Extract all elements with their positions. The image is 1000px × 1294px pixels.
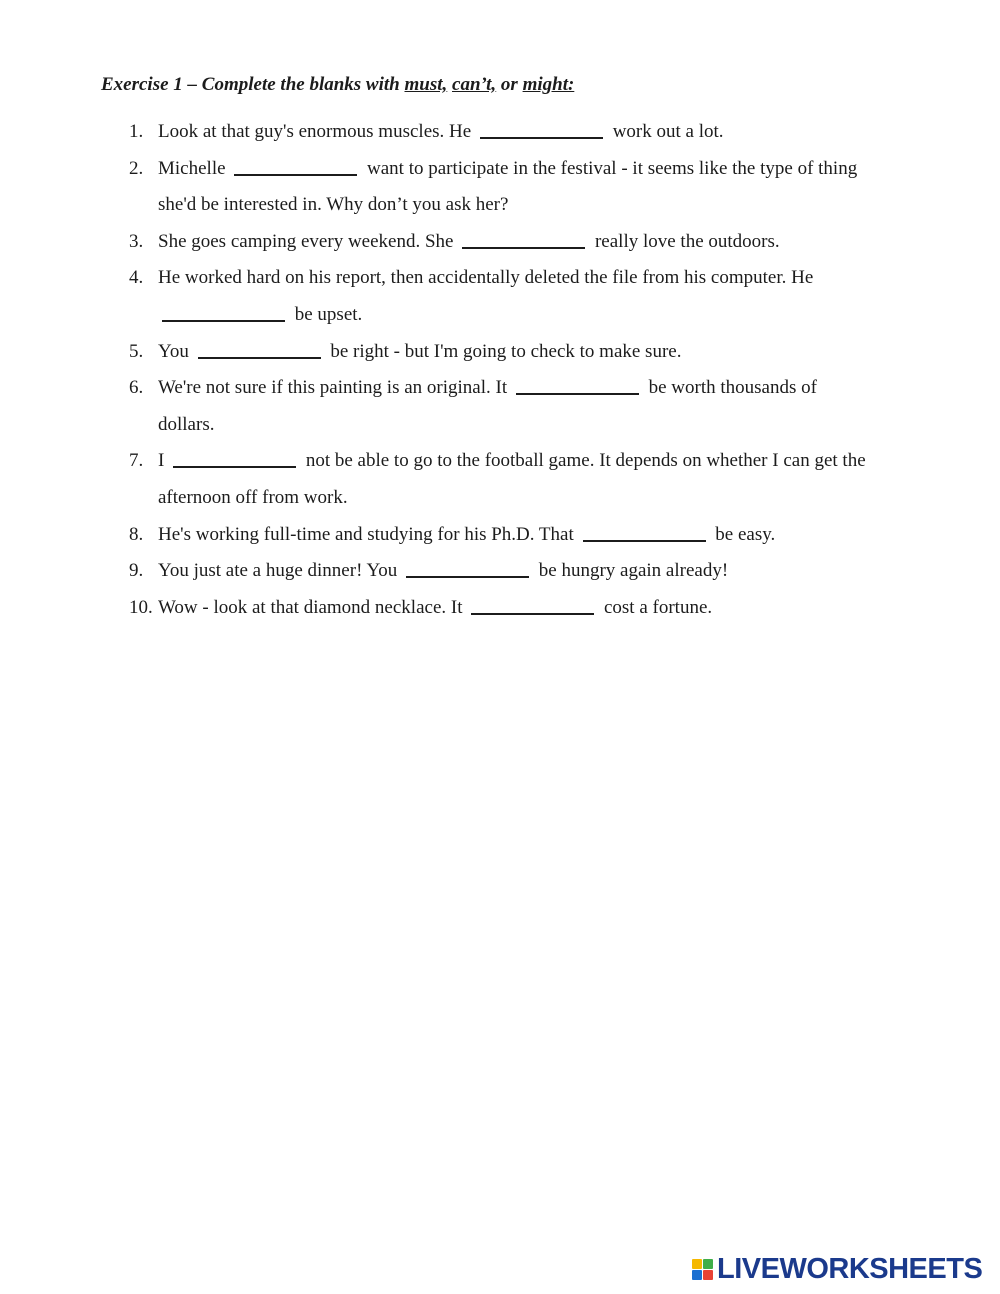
sentence-start: We're not sure if this painting is an original. It — [158, 377, 508, 399]
exercise-item-10 — [129, 590, 869, 627]
answer-blank-5[interactable] — [198, 357, 321, 359]
exercise-item-6 — [129, 370, 869, 443]
logo-square — [692, 1270, 702, 1280]
sentence-start: He worked hard on his report, then accidentally deleted the file from his computer. He — [158, 267, 814, 289]
exercise-list — [129, 114, 869, 626]
item-number: 7. — [129, 450, 144, 472]
sentence-start: You just ate a huge dinner! You — [158, 560, 398, 582]
answer-blank-10[interactable] — [471, 613, 594, 615]
liveworksheets-logo-icon — [692, 1259, 713, 1280]
sentence-end: be easy. — [715, 523, 776, 545]
sentence-end: be upset. — [294, 303, 363, 325]
exercise-item-3 — [129, 224, 869, 261]
item-number: 6. — [129, 377, 144, 399]
sentence-end: want to participate in the festival - it seems like the type of thing she'd be interested in. Why don’t you ask her? — [158, 157, 858, 216]
sentence-start: I — [158, 450, 165, 472]
answer-blank-4[interactable] — [162, 320, 285, 322]
answer-blank-9[interactable] — [406, 576, 529, 578]
keyword-cant: can’t, — [452, 74, 497, 95]
brand-name: LIVEWORKSHEETS — [717, 1252, 983, 1285]
sentence-end: be hungry again already! — [538, 560, 729, 582]
item-number: 3. — [129, 230, 144, 252]
exercise-title: Exercise 1 – Complete the blanks with must, can’t, or might: — [101, 74, 575, 95]
exercise-item-5 — [129, 334, 869, 371]
answer-blank-7[interactable] — [173, 466, 296, 468]
answer-blank-1[interactable] — [480, 137, 603, 139]
sentence-end: really love the outdoors. — [594, 230, 780, 252]
item-number: 8. — [129, 523, 144, 545]
item-number: 5. — [129, 340, 144, 362]
answer-blank-2[interactable] — [234, 174, 357, 176]
exercise-item-9 — [129, 553, 869, 590]
logo-square — [703, 1270, 713, 1280]
keyword-must: must, — [404, 74, 448, 95]
exercise-item-4 — [129, 260, 869, 333]
exercise-item-1 — [129, 114, 869, 151]
answer-blank-3[interactable] — [462, 247, 585, 249]
sentence-end: cost a fortune. — [603, 596, 713, 618]
sentence-end: be right - but I'm going to check to make sure. — [330, 340, 682, 362]
item-number: 10. — [129, 596, 153, 618]
sentence-end: work out a lot. — [612, 121, 724, 142]
exercise-item-2 — [129, 151, 869, 224]
keyword-might: might: — [522, 74, 575, 95]
item-number: 1. — [129, 121, 144, 142]
sentence-start: Michelle — [158, 157, 226, 179]
item-number: 2. — [129, 157, 144, 179]
liveworksheets-footer — [692, 1254, 982, 1284]
item-number: 9. — [129, 560, 144, 582]
answer-blank-6[interactable] — [516, 393, 639, 395]
sentence-start: She goes camping every weekend. She — [158, 230, 454, 252]
exercise-item-7 — [129, 443, 869, 516]
sentence-start: Wow - look at that diamond necklace. It — [158, 596, 463, 618]
sentence-start: He's working full-time and studying for his Ph.D. That — [158, 523, 574, 545]
sentence-end: be worth thousands of dollars. — [158, 377, 817, 435]
exercise-item-8 — [129, 517, 869, 554]
answer-blank-8[interactable] — [583, 540, 706, 542]
logo-square — [703, 1259, 713, 1269]
sentence-end: not be able to go to the football game. It depends on whether I can get the afternoon off from work. — [158, 450, 866, 508]
logo-square — [692, 1259, 702, 1269]
sentence-start: Look at that guy's enormous muscles. He — [158, 121, 472, 142]
item-number: 4. — [129, 267, 144, 289]
sentence-start: You — [158, 340, 189, 362]
